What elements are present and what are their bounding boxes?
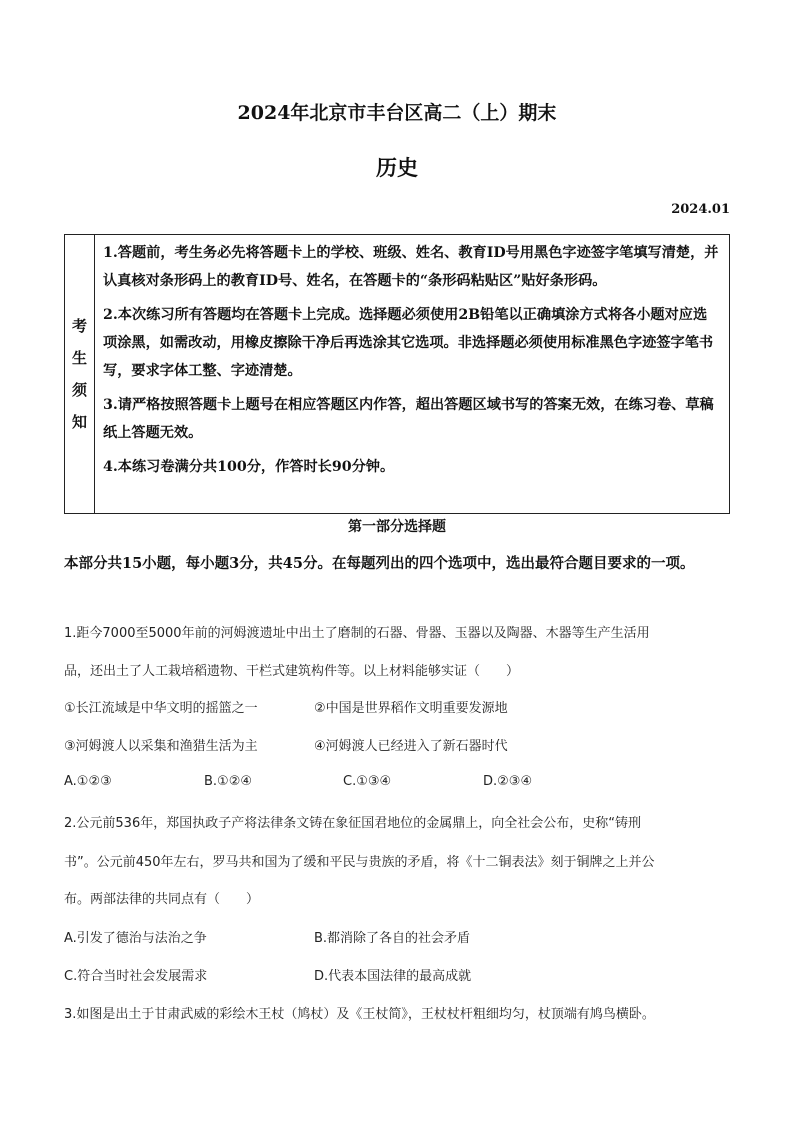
q1-option-d: D.②③④ (483, 774, 533, 789)
notice-side-char: 生 (71, 349, 87, 367)
notice-item: 4.本练习卷满分共100分，作答时长90分钟。 (103, 459, 395, 475)
q1-statement: ①长江流域是中华文明的摇篮之一 (64, 701, 258, 716)
notice-item: 1.答题前，考生务必先将答题卡上的学校、班级、姓名、教育ID号用黑色字迹签字笔填写清楚，并认真核对条形码上的教育ID号、姓名，在答题卡的“条形码粘贴区”贴好条形码。 (103, 245, 719, 289)
q2-stem-line: 2.公元前536年，郑国执政子产将法律条文铸在象征国君地位的金属鼎上，向全社会公布，史称“铸刑 (64, 816, 641, 831)
q2-stem-line: 书”。公元前450年左右，罗马共和国为了缓和平民与贵族的矛盾，将《十二铜表法》刻于铜牌之上并公 (64, 855, 655, 870)
notice-side-char: 知 (71, 413, 87, 431)
q2-stem-line: 布。两部法律的共同点有（ ） (64, 892, 260, 907)
q3-stem-line: 3.如图是出土于甘肃武威的彩绘木王杖（鸠杖）及《王杖简》，王杖杖杆粗细均匀，杖顶端有鸠鸟横卧。 (64, 1007, 655, 1022)
q1-option-c: C.①③④ (343, 774, 392, 789)
notice-items (95, 235, 729, 513)
exam-title: 2024年北京市丰台区高二（上）期末 (237, 102, 557, 124)
exam-date: 2024.01 (671, 202, 730, 217)
q2-option-b: B.都消除了各自的社会矛盾 (314, 931, 471, 946)
notice-item: 3.请严格按照答题卡上题号在相应答题区内作答，超出答题区域书写的答案无效，在练习卷、草稿纸上答题无效。 (103, 397, 714, 441)
q1-statement: ②中国是世界稻作文明重要发源地 (314, 701, 508, 716)
q1-stem-line: 1.距今7000至5000年前的河姆渡遗址中出土了磨制的石器、骨器、玉器以及陶器、木器等生产生活用 (64, 626, 650, 641)
q2-option-d: D.代表本国法律的最高成就 (314, 969, 472, 984)
section-title: 第一部分选择题 (348, 519, 446, 535)
section-intro: 本部分共15小题，每小题3分，共45分。在每题列出的四个选项中，选出最符合题目要求的一项。 (64, 555, 695, 572)
q1-stem-line: 品，还出土了人工栽培稻遗物、干栏式建筑构件等。以上材料能够实证（ ） (64, 664, 520, 679)
notice-side-char: 考 (71, 317, 87, 335)
q1-statement: ④河姆渡人已经进入了新石器时代 (314, 739, 508, 754)
q2-option-a: A.引发了德治与法治之争 (64, 931, 207, 946)
notice-item: 2.本次练习所有答题均在答题卡上完成。选择题必须使用2B铅笔以正确填涂方式将各小题对应选项涂黑，如需改动，用橡皮擦除干净后再选涂其它选项。非选择题必须使用标准黑色字迹签字笔书写，要求字体工整、字迹清楚。 (103, 307, 714, 379)
notice-side-char: 须 (71, 381, 87, 399)
q2-option-c: C.符合当时社会发展需求 (64, 969, 208, 984)
subject-title: 历史 (376, 155, 418, 180)
notice-side-label (65, 235, 95, 513)
q1-option-a: A.①②③ (64, 774, 112, 789)
q1-option-b: B.①②④ (204, 774, 253, 789)
q1-statement: ③河姆渡人以采集和渔猎生活为主 (64, 739, 258, 754)
exam-notice-box (64, 234, 730, 514)
